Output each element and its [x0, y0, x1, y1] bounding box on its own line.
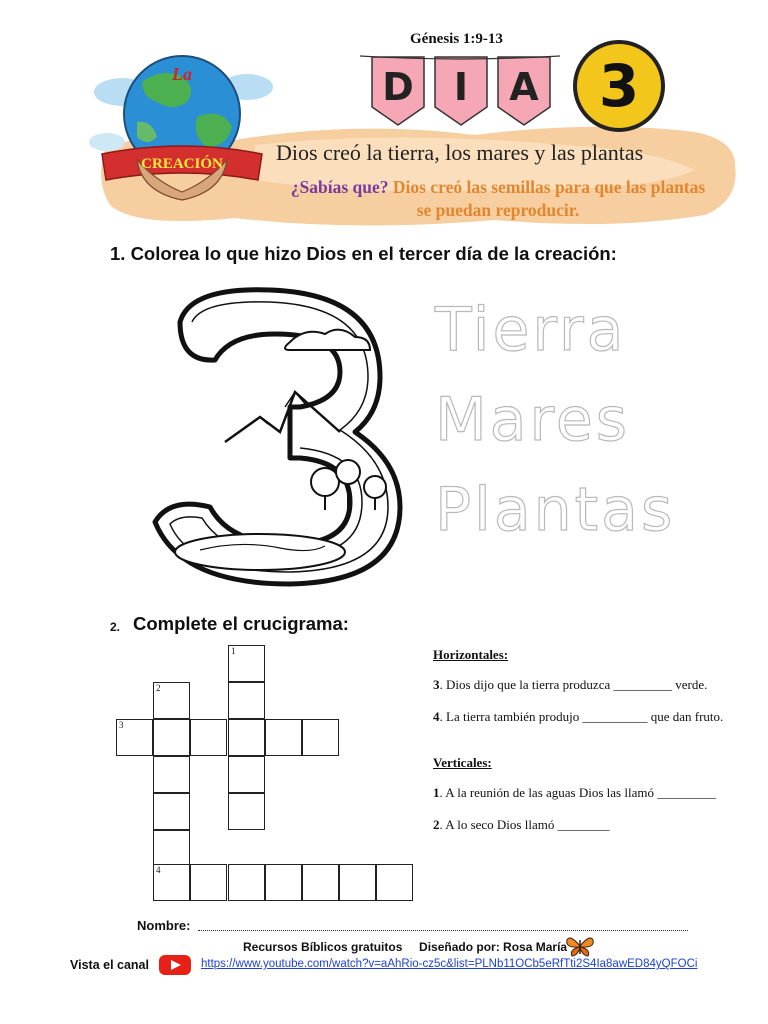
- horizontal-heading: Horizontales:: [433, 647, 509, 662]
- day-letter: D: [382, 65, 414, 109]
- crossword-cell[interactable]: [228, 719, 265, 756]
- did-you-know-lead: ¿Sabías que?: [290, 177, 389, 197]
- crossword-clues: [433, 646, 733, 848]
- clue-number: 1: [231, 646, 236, 656]
- did-you-know-text: Dios creó las semillas para que las plantas se puedan reproducir.: [392, 177, 706, 220]
- clue-num: 4: [433, 709, 440, 724]
- creation-globe-logo: [82, 42, 282, 202]
- bunting-string: [360, 52, 560, 62]
- day-flag-a: [496, 55, 552, 127]
- day-flag-i: [433, 55, 489, 127]
- clue-text: . A la reunión de las aguas Dios las llamó _________: [439, 785, 716, 800]
- clue-number: 3: [119, 720, 124, 730]
- crossword-cell[interactable]: [153, 864, 190, 901]
- clue-number: 2: [156, 683, 161, 693]
- vertical-heading: Verticales:: [433, 755, 492, 770]
- crossword-cell[interactable]: [153, 682, 190, 719]
- clue-num: 3: [433, 677, 440, 692]
- clue-horizontal-4: [433, 708, 733, 726]
- clue-num: 1: [433, 785, 440, 800]
- crossword-cell[interactable]: [190, 719, 227, 756]
- name-line[interactable]: [198, 930, 688, 931]
- day-number-badge: [573, 40, 665, 132]
- clue-text: . La tierra también produjo __________ que dan fruto.: [439, 709, 724, 724]
- butterfly-icon: [565, 934, 595, 958]
- question-1: 1. Colorea lo que hizo Dios en el tercer día de la creación:: [110, 243, 617, 264]
- trace-word-mares: Mares: [435, 385, 631, 455]
- day-title: Dios creó la tierra, los mares y las plantas: [276, 140, 644, 165]
- logo-text-top: La: [172, 64, 192, 84]
- trace-word-tierra: Tierra: [435, 295, 627, 365]
- crossword-cell[interactable]: [265, 719, 302, 756]
- crossword-cell[interactable]: [116, 719, 153, 756]
- crossword-cell[interactable]: [302, 719, 339, 756]
- crossword-cell[interactable]: [228, 864, 265, 901]
- clue-number: 4: [156, 865, 161, 875]
- clue-vertical-1: [433, 784, 733, 802]
- logo-text-banner: CREACIÓN: [141, 156, 223, 172]
- crossword-cell[interactable]: [153, 830, 190, 867]
- crossword-cell[interactable]: [228, 756, 265, 793]
- day-number: 3: [598, 52, 640, 120]
- clue-vertical-2: [433, 816, 733, 834]
- question-2-number: 2.: [110, 620, 121, 634]
- crossword-cell[interactable]: [153, 756, 190, 793]
- credits: Recursos Bíblicos gratuitos Diseñado por: Rosa María: [243, 940, 568, 954]
- crossword-cell[interactable]: [376, 864, 413, 901]
- crossword-cell[interactable]: [153, 719, 190, 756]
- crossword-cell[interactable]: [339, 864, 376, 901]
- crossword-cell[interactable]: [228, 645, 265, 682]
- number-3-coloring-figure: [150, 282, 420, 592]
- scripture-reference: Génesis 1:9-13: [410, 31, 503, 47]
- crossword-cell[interactable]: [302, 864, 339, 901]
- crossword-cell[interactable]: [228, 682, 265, 719]
- day-letter: I: [453, 65, 469, 109]
- crossword-cell[interactable]: [228, 793, 265, 830]
- trace-word-plantas: Plantas: [435, 475, 676, 545]
- crossword-cell[interactable]: [190, 864, 227, 901]
- crossword-cell[interactable]: [265, 864, 302, 901]
- name-label: Nombre:: [137, 918, 191, 933]
- clue-text: . Dios dijo que la tierra produzca _________ verde.: [439, 677, 708, 692]
- did-you-know: [288, 176, 708, 222]
- question-2: Complete el crucigrama:: [133, 613, 349, 634]
- clue-text: . A lo seco Dios llamó ________: [439, 817, 610, 832]
- crossword-cell[interactable]: [153, 793, 190, 830]
- channel-label: Vista el canal: [70, 958, 149, 972]
- day-flag-d: [370, 55, 426, 127]
- youtube-icon[interactable]: [158, 954, 192, 976]
- clue-horizontal-3: [433, 676, 733, 694]
- day-letter: A: [509, 65, 539, 109]
- clue-num: 2: [433, 817, 440, 832]
- youtube-link[interactable]: https://www.youtube.com/watch?v=aAhRio-cz5c&list=PLNb11OCb5eRfTti2S4Ia8awED84yQFOCi: [201, 958, 698, 970]
